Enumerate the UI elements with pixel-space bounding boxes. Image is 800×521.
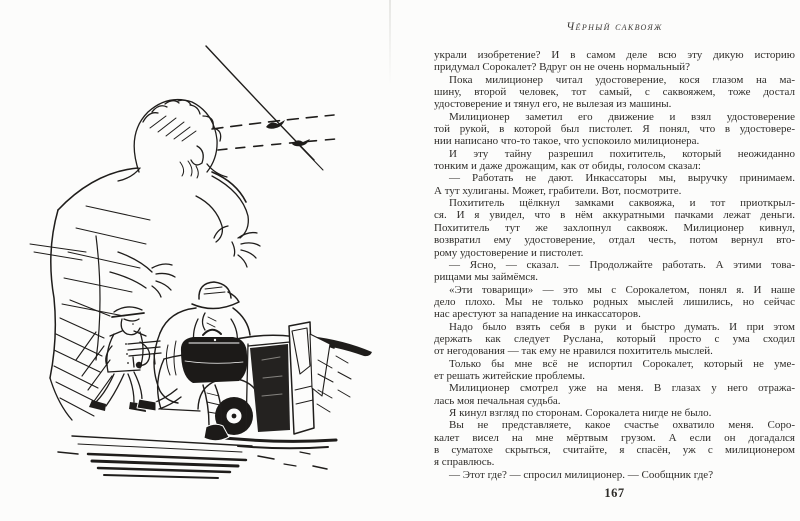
text-line: Похититель тут же захлопнул саквояж. Милиционер кивнул, <box>434 221 795 234</box>
text-line: возвратил ему удостоверение, отдал честь, потом вернул вто- <box>434 234 795 247</box>
text-line: Надо было взять себя в руки и быстро думать. И при этом <box>449 320 795 333</box>
text-line: ся. И я увидел, что в нём аккуратными пачками лежат деньги. <box>434 209 795 222</box>
right-page <box>434 0 795 521</box>
page-gutter-shadow <box>389 0 391 86</box>
text-line: тонким и даже дрожащим, как от обиды, голосом сказал: <box>434 160 701 173</box>
text-line: той рукой, в которой был пистолет. Я понял, что в удостовере- <box>434 123 795 136</box>
text-line: — Работать не дают. Инкассаторы мы, выручку принимаем. <box>449 172 795 185</box>
text-line: нии написано что-то такое, что успокоило милиционера. <box>434 135 700 148</box>
text-line: Я кинул взгляд по сторонам. Сорокалета нигде не было. <box>449 406 712 419</box>
text-line: рому удостоверение и пистолет. <box>434 246 584 259</box>
text-line: А тут хулиганы. Может, грабители. Вот, посмотрите. <box>434 184 682 197</box>
text-line: держать как следует Руслана, который просто с ума сходил <box>434 332 795 345</box>
page-number: 167 <box>604 486 625 500</box>
text-line: — Ясно, — сказал. — Продолжайте работать. А этими това- <box>449 258 795 271</box>
wires-and-birds <box>206 46 336 170</box>
text-line: Милиционер смотрел уже на меня. В глазах у него отража- <box>449 382 795 395</box>
text-line: нас арестуют за нападение на инкассаторов. <box>434 308 641 321</box>
text-line: Только бы мне всё не испортил Сорокалет, который не уме- <box>449 357 795 370</box>
text-line: удостоверение и тянул его, не вылезая из машины. <box>434 98 672 111</box>
text-line: И эту тайну разрешил похититель, который неожиданно <box>449 147 795 160</box>
body-text <box>434 49 795 481</box>
text-line: Вы не представляете, какое счастье охватило меня. Соро- <box>449 419 795 432</box>
black-bag <box>181 337 247 383</box>
text-line: — Этот где? — спросил милиционер. — Сообщник где? <box>449 468 714 481</box>
text-line: лась моя печальная судьба. <box>434 394 561 407</box>
text-line: украли изобретение? И в самом деле всю эту дикую историю <box>434 49 795 61</box>
running-head: Чёрный саквояж <box>566 21 663 33</box>
text-line: придумал Сорокалет? Вдруг он не очень нормальный? <box>434 61 690 74</box>
text-line: калет висел на мне мёртвым грузом. А если он догадался <box>434 431 795 444</box>
text-line: «Эти товарищи» — это мы с Сорокалетом, понял я. И наше <box>449 283 795 296</box>
text-line: я справлюсь. <box>434 456 495 469</box>
text-line: от негодования — так ему не нравился похититель мыслей. <box>434 345 713 358</box>
text-line: Похититель щёлкнул замками саквояжа, и тот приоткрыл- <box>449 197 795 210</box>
text-line: Милиционер заметил его движение и взял удостоверение <box>449 110 795 123</box>
text-line: в суматохе скрыться, считайте, я спасён, уж с милиционером <box>434 444 795 456</box>
text-line: дело плохо. Мы не только родных мыслей лишились, но сейчас <box>434 295 795 308</box>
text-line: ет решать житейские проблемы. <box>434 369 585 382</box>
text-line: рищами мы займёмся. <box>434 271 539 284</box>
text-line: шину, второй человек, тот самый, с саквояжем, тоже достал <box>434 86 795 99</box>
text-line: Пока милиционер читал удостоверение, кося глазом на ма- <box>449 73 795 86</box>
